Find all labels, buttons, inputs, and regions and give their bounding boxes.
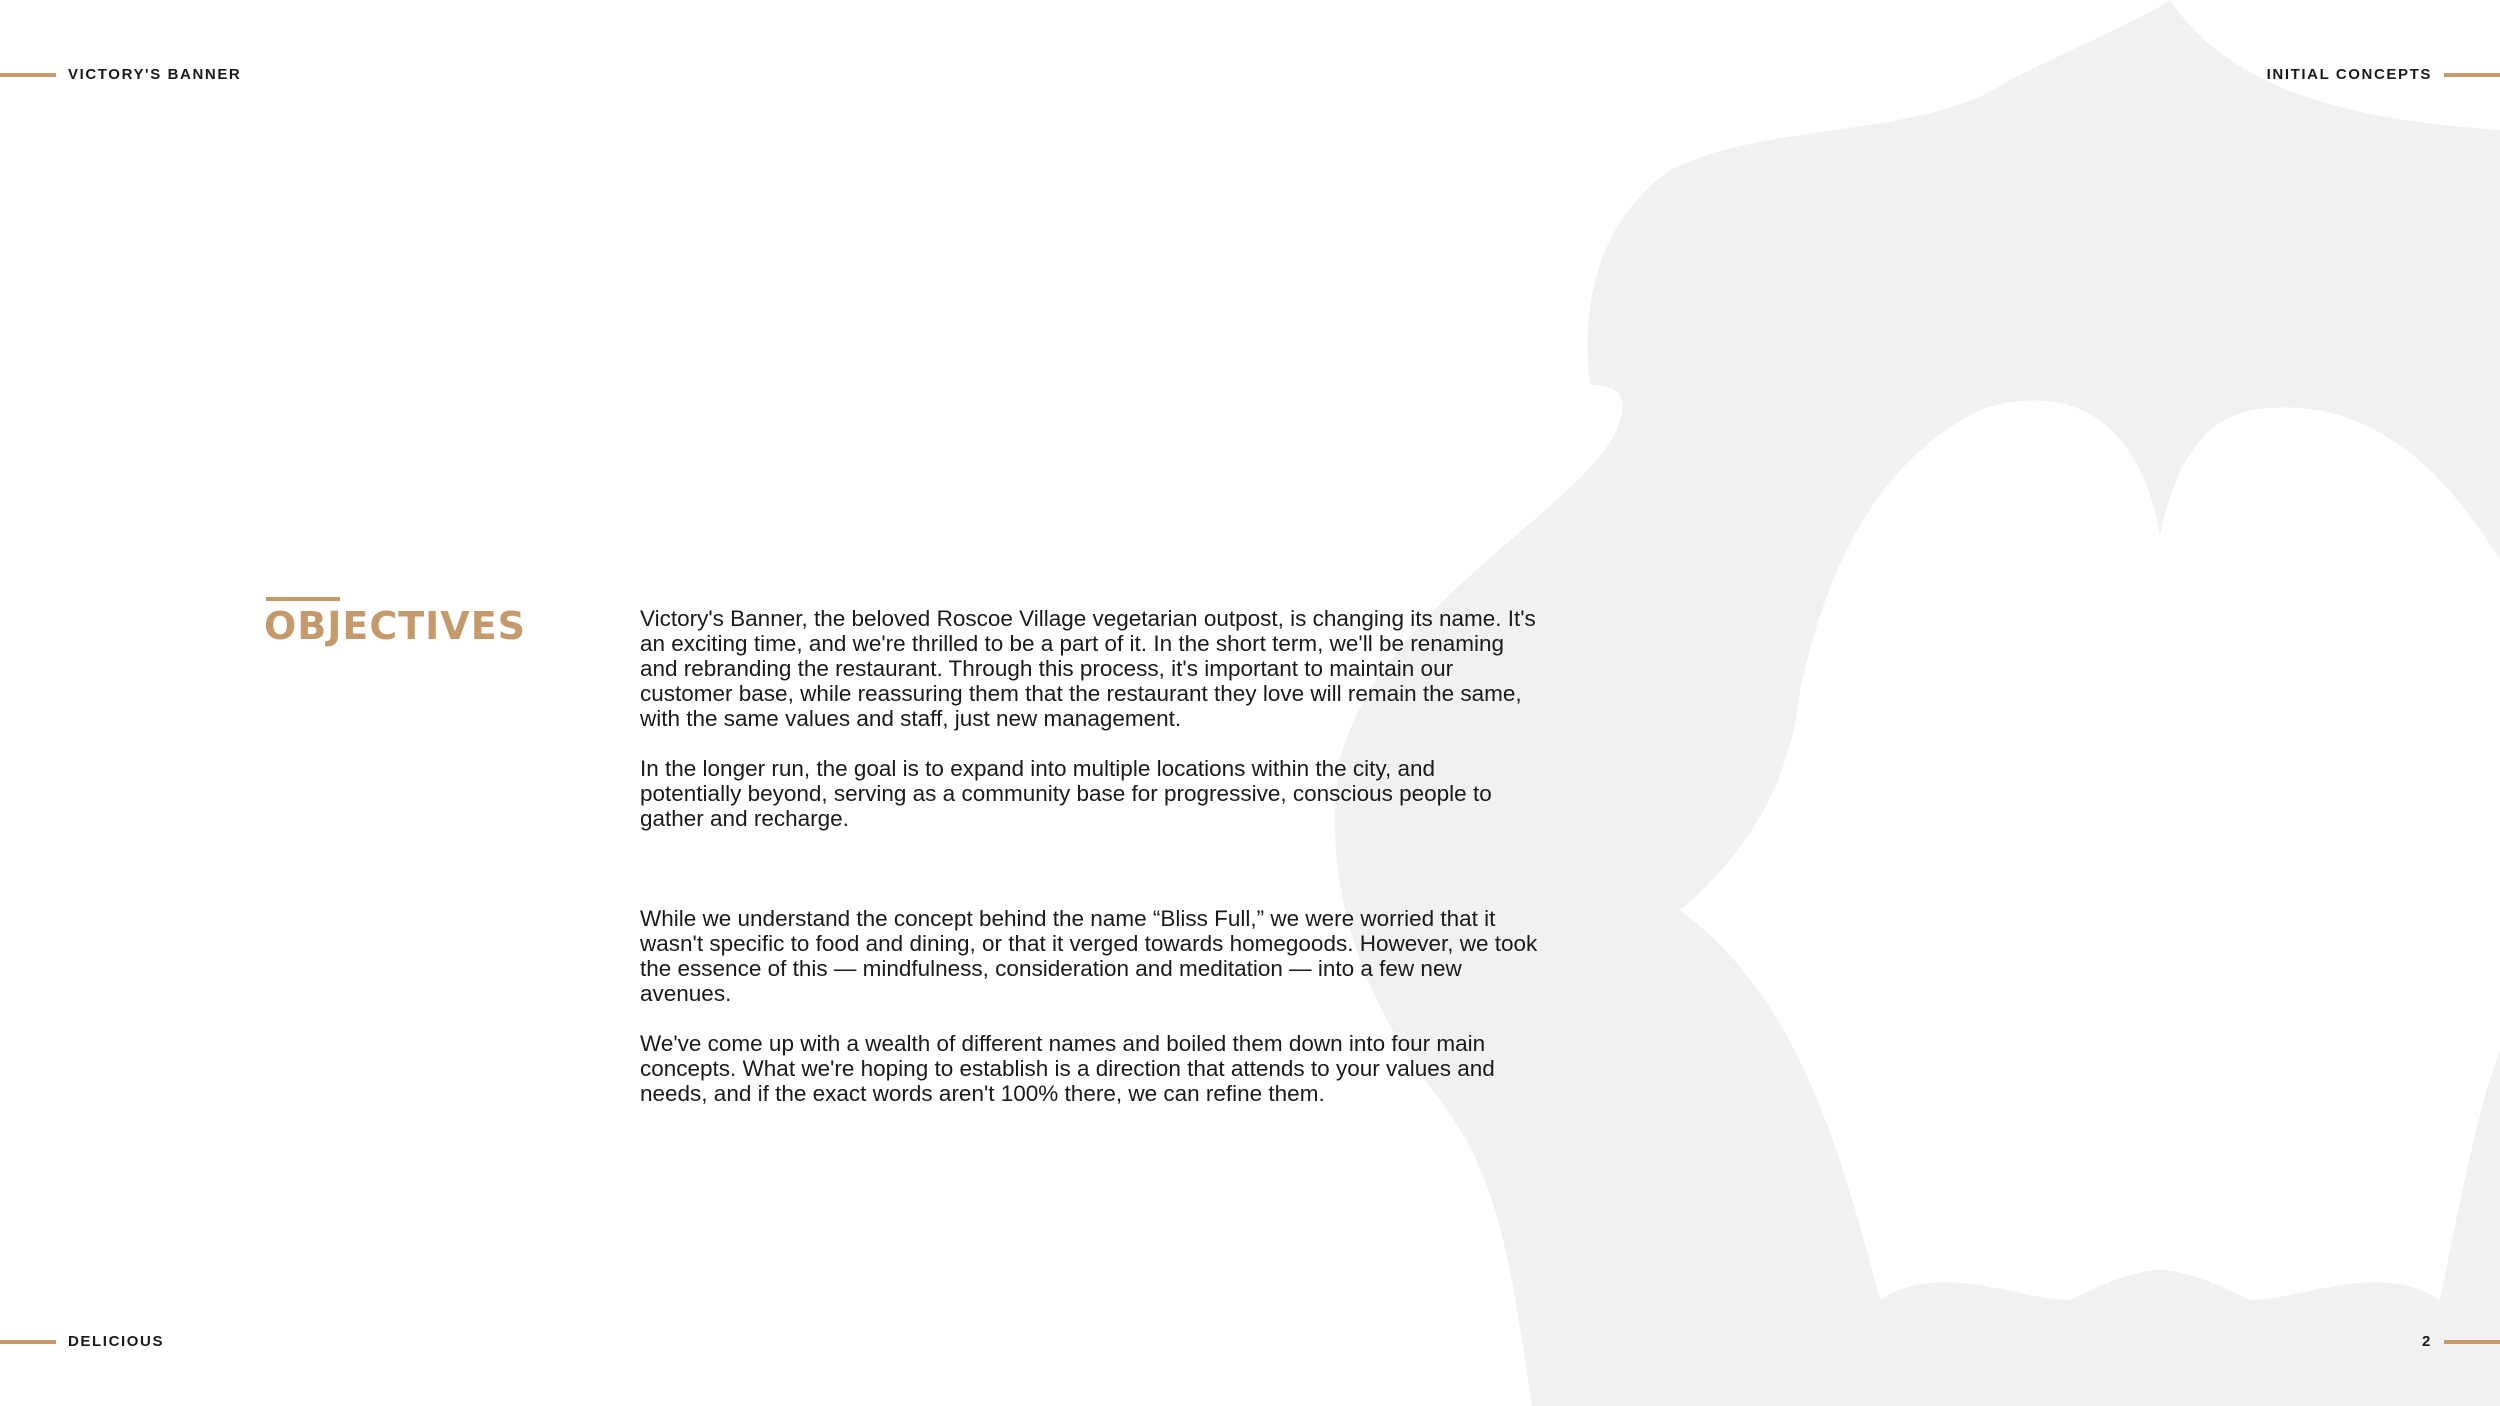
header-left-label (0, 66, 241, 83)
footer-page-number (2422, 1333, 2500, 1350)
footer-left-rule (0, 1340, 56, 1344)
footer-tagline: DELICIOUS (68, 1333, 165, 1350)
paragraph: In the longer run, the goal is to expand into multiple locations within the city, and potentially beyond, serving as a community base for progressive, conscious people to gather and recharge. (640, 756, 1492, 831)
header-left-rule (0, 73, 56, 77)
header-right-rule (2444, 73, 2500, 77)
paragraph: Victory's Banner, the beloved Roscoe Village vegetarian outpost, is changing its name. It's an exciting time, and we're thrilled to be a part of it. In the short term, we'll be renaming and rebranding the restaurant. Through this process, it's important to maintain our customer base, while reassuring them that the restaurant they love will remain the same, with the same values and staff, just new management. (640, 606, 1536, 731)
section-title-rule (266, 597, 340, 601)
objectives-body (640, 606, 1540, 1106)
page-number: 2 (2422, 1333, 2432, 1350)
brand-name: VICTORY'S BANNER (68, 66, 242, 83)
section-title: OBJECTIVES (264, 604, 527, 648)
footer-right-rule (2444, 1340, 2500, 1344)
paragraph: We've come up with a wealth of different names and boiled them down into four main concepts. What we're hoping to establish is a direction that attends to your values and needs, and if the exact words aren't 100% there, we can refine them. (640, 1031, 1495, 1106)
paragraph: While we understand the concept behind the name “Bliss Full,” we were worried that it wasn't specific to food and dining, or that it verged towards homegoods. However, we took the essence of this — mindfulness, consideration and meditation — into a few new avenues. (640, 906, 1538, 1006)
header-right-label (2267, 66, 2500, 83)
deck-section-name: INITIAL CONCEPTS (2266, 66, 2432, 83)
footer-left-label (0, 1333, 164, 1350)
